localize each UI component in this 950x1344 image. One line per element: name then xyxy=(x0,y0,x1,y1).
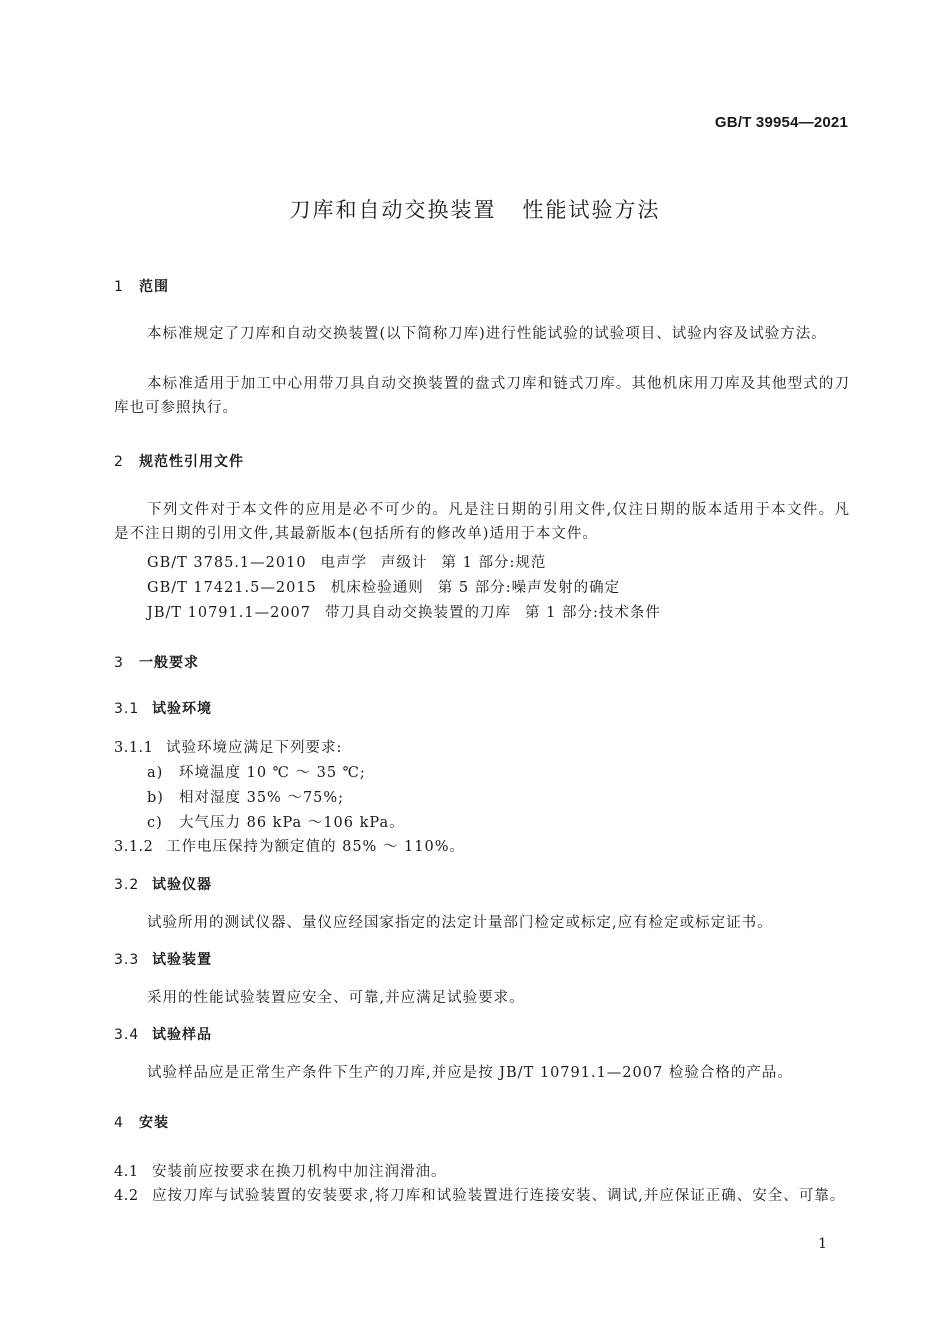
standard-code: GB/T 39954—2021 xyxy=(714,114,848,131)
title-part-1: 刀库和自动交换装置 xyxy=(289,198,497,222)
list-item: a) 环境温度 10 ℃ ～ 35 ℃; xyxy=(147,765,366,781)
clause-3-1-1: 3.1.1 试验环境应满足下列要求: xyxy=(114,740,343,756)
list-item: b) 相对湿度 35% ～75%; xyxy=(147,790,345,806)
section-3-1-heading: 3.1 试验环境 xyxy=(114,701,212,717)
section-1-heading: 1 范围 xyxy=(114,279,169,295)
section-3-4-text: 试验样品应是正常生产条件下生产的刀库,并应是按 JB/T 10791.1—2007 检验合格的产品。 xyxy=(147,1065,793,1081)
clause-4-1: 4.1 安装前应按要求在换刀机构中加注润滑油。 xyxy=(114,1164,447,1180)
reference-item: JB/T 10791.1—2007 带刀具自动交换装置的刀库 第 1 部分:技术条件 xyxy=(147,605,661,621)
page-number: 1 xyxy=(818,1236,827,1252)
title-part-2: 性能试验方法 xyxy=(522,198,661,222)
document-title xyxy=(0,194,950,224)
section-1-para-1: 本标准规定了刀库和自动交换装置(以下简称刀库)进行性能试验的试验项目、试验内容及试验方法。 xyxy=(147,326,827,342)
list-item: c) 大气压力 86 kPa ～106 kPa。 xyxy=(147,815,405,831)
section-3-heading: 3 一般要求 xyxy=(114,655,199,671)
section-3-3-heading: 3.3 试验装置 xyxy=(114,952,212,968)
section-3-2-text: 试验所用的测试仪器、量仪应经国家指定的法定计量部门检定或标定,应有检定或标定证书。 xyxy=(147,915,773,931)
section-3-2-heading: 3.2 试验仪器 xyxy=(114,877,212,893)
section-3-3-text: 采用的性能试验装置应安全、可靠,并应满足试验要求。 xyxy=(147,990,525,1006)
clause-3-1-2: 3.1.2 工作电压保持为额定值的 85% ～ 110%。 xyxy=(114,839,466,855)
clause-4-2: 4.2 应按刀库与试验装置的安装要求,将刀库和试验装置进行连接安装、调试,并应保证正确、安全、可靠。 xyxy=(114,1188,846,1204)
section-1-para-2: 本标准适用于加工中心用带刀具自动交换装置的盘式刀库和链式刀库。其他机床用刀库及其他型式的刀库也可参照执行。 xyxy=(114,376,850,416)
section-4-heading: 4 安装 xyxy=(114,1115,169,1131)
reference-item: GB/T 17421.5—2015 机床检验通则 第 5 部分:噪声发射的确定 xyxy=(147,580,621,596)
section-2-para-1: 下列文件对于本文件的应用是必不可少的。凡是注日期的引用文件,仅注日期的版本适用于本文件。凡是不注日期的引用文件,其最新版本(包括所有的修改单)适用于本文件。 xyxy=(114,502,850,542)
section-2-heading: 2 规范性引用文件 xyxy=(114,454,244,470)
reference-item: GB/T 3785.1—2010 电声学 声级计 第 1 部分:规范 xyxy=(147,555,547,571)
section-3-4-heading: 3.4 试验样品 xyxy=(114,1027,212,1043)
